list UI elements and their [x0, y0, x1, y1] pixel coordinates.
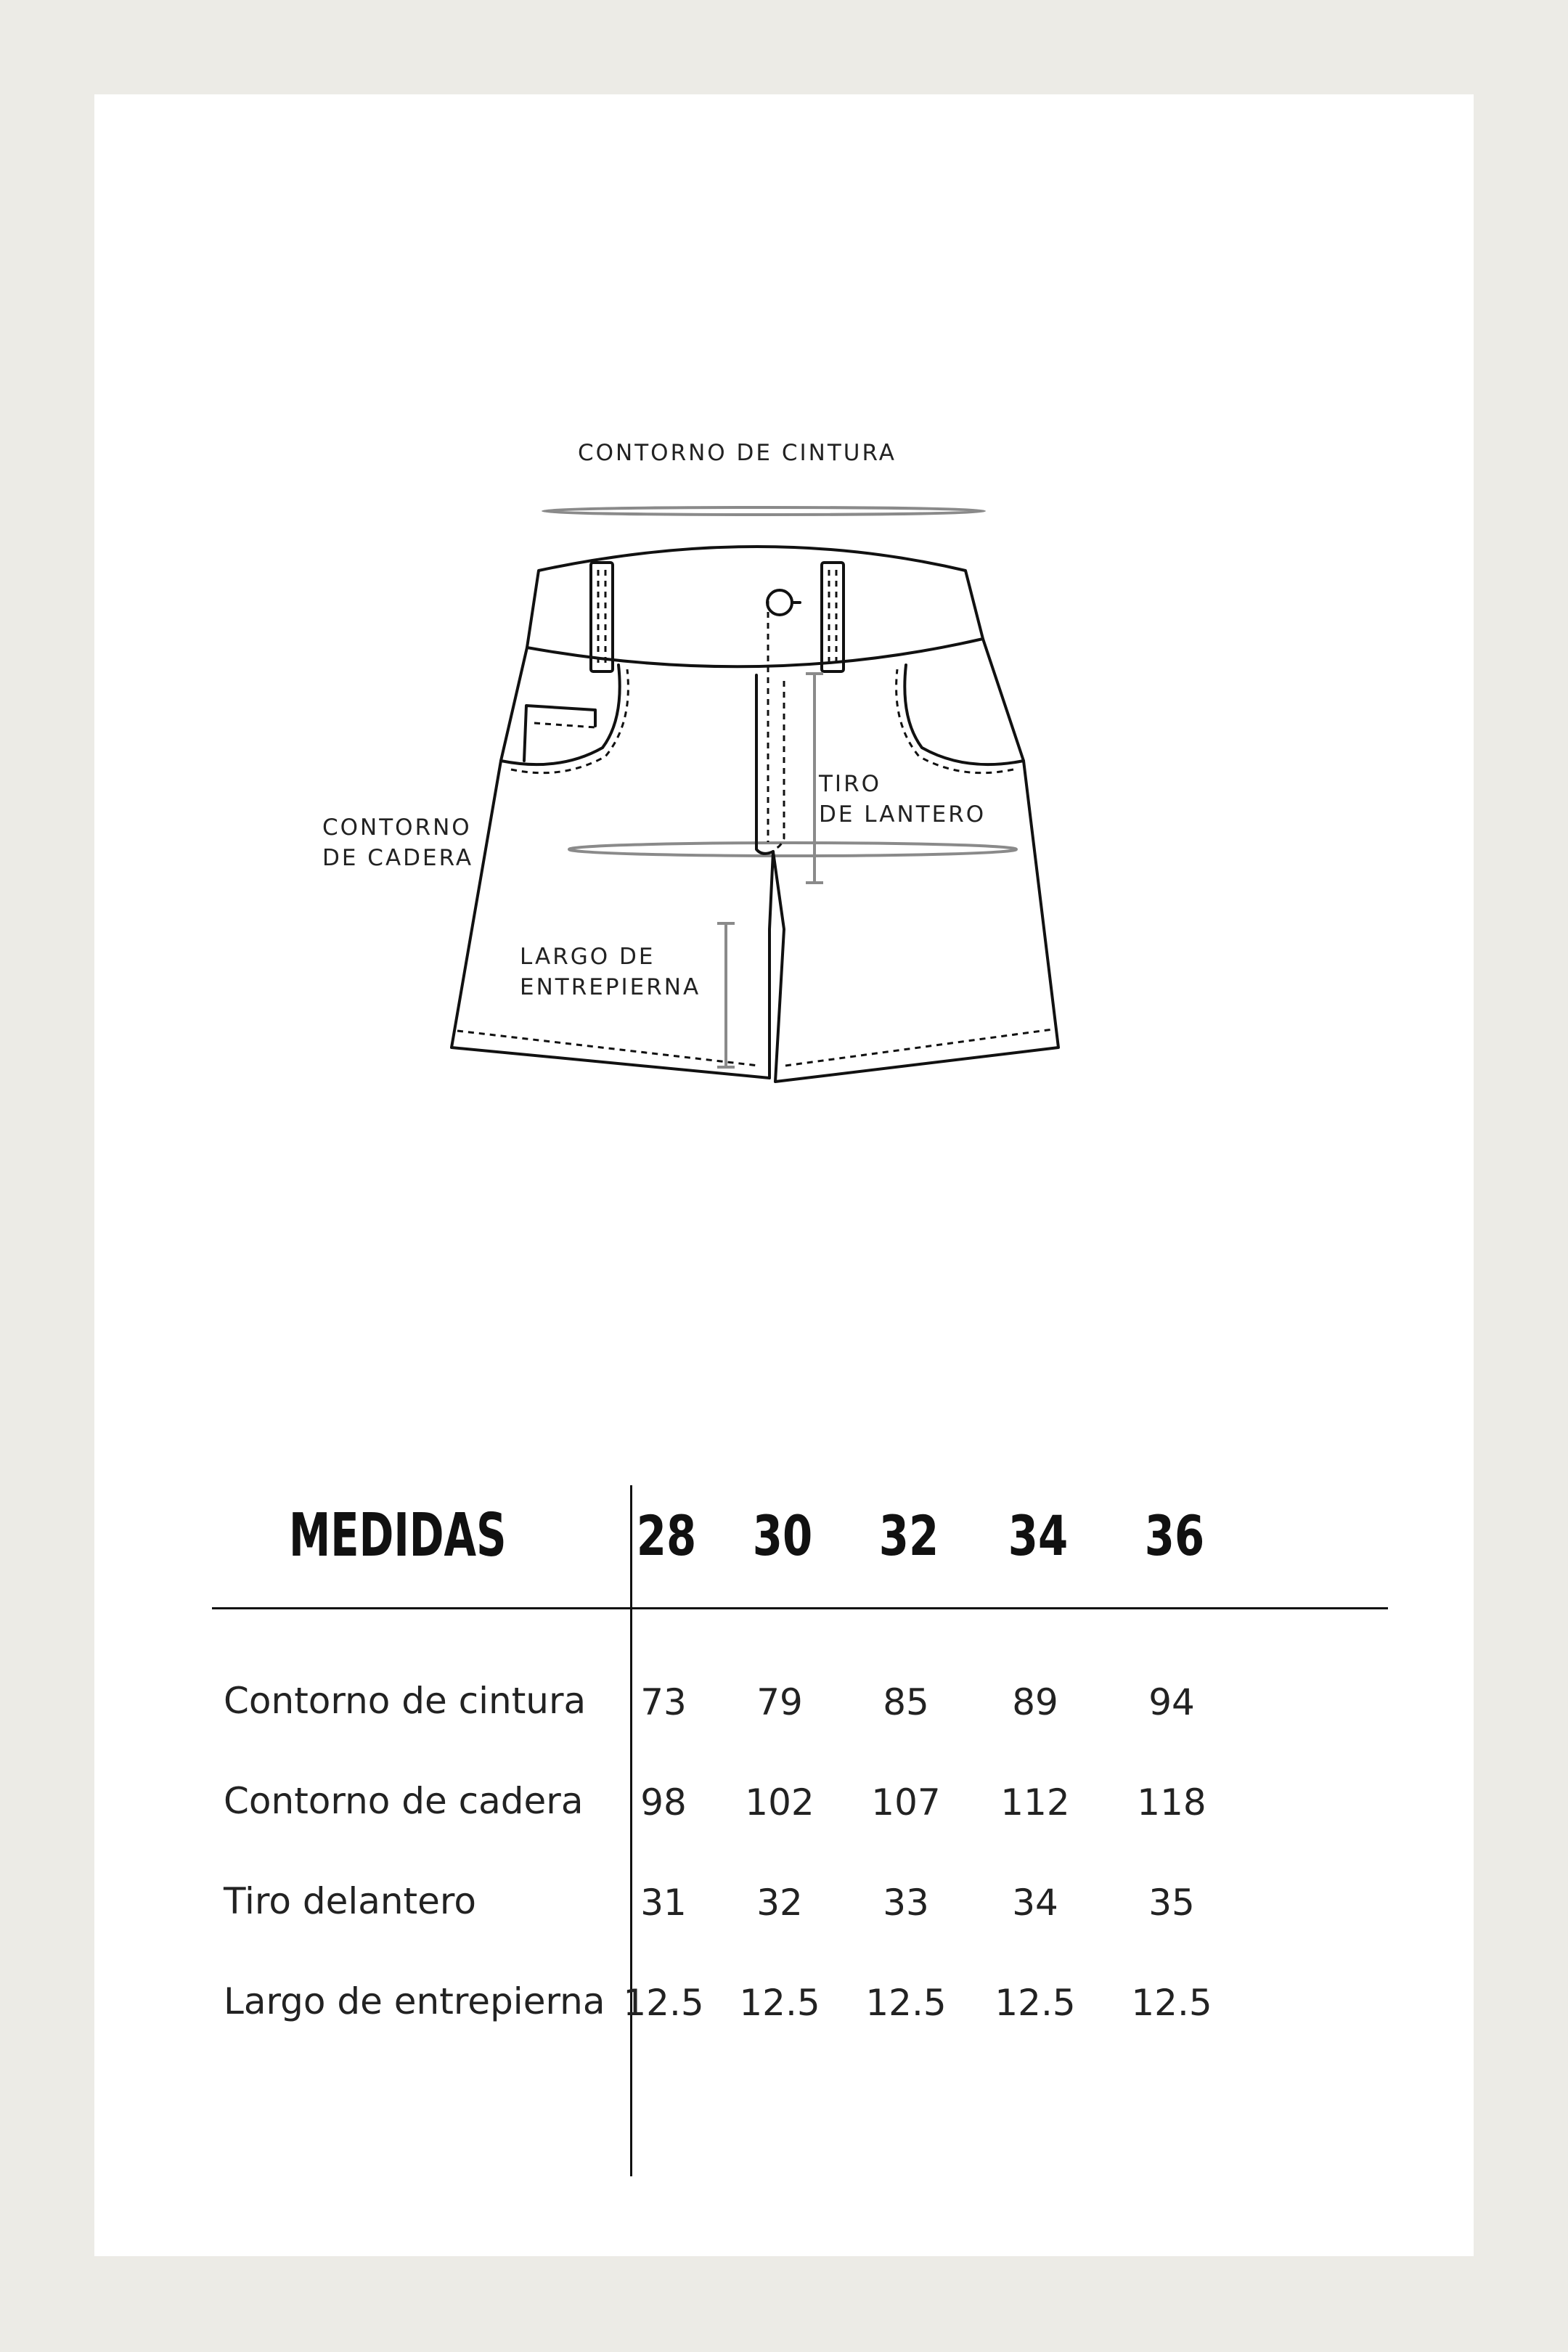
table-cell: 85 — [883, 1681, 929, 1723]
table-cell: 73 — [640, 1681, 687, 1723]
row-label-waist: Contorno de cintura — [224, 1680, 587, 1722]
column-divider — [630, 1485, 632, 2176]
button — [767, 590, 792, 615]
table-cell: 12.5 — [739, 1982, 820, 2024]
table-cell: 12.5 — [995, 1982, 1076, 2024]
fly-line — [756, 675, 773, 854]
waistband — [527, 547, 983, 666]
table-cell: 33 — [883, 1882, 929, 1924]
header-divider — [212, 1607, 1388, 1609]
table-cell: 34 — [1012, 1882, 1058, 1924]
belt-loop-right — [822, 563, 844, 671]
rise-label-line2: DE LANTERO — [819, 801, 987, 828]
inseam-measure-line — [717, 923, 735, 1067]
size-header-30: 30 — [752, 1503, 813, 1568]
table-cell: 35 — [1148, 1882, 1195, 1924]
table-cell: 12.5 — [623, 1982, 704, 2024]
table-cell: 107 — [871, 1781, 941, 1824]
rise-label-line1: TIRO — [819, 771, 882, 797]
size-guide-card — [94, 94, 1474, 2256]
size-header-32: 32 — [878, 1503, 939, 1568]
table-cell: 79 — [756, 1681, 803, 1723]
table-cell: 102 — [745, 1781, 814, 1824]
table-cell: 118 — [1137, 1781, 1206, 1824]
right-pocket — [905, 665, 1024, 764]
belt-loop-left — [591, 563, 613, 671]
row-label-hip: Contorno de cadera — [224, 1780, 584, 1822]
inseam-label-line1: LARGO DE — [520, 944, 656, 970]
hip-label-line1: CONTORNO — [322, 814, 472, 841]
table-cell: 89 — [1012, 1681, 1058, 1723]
hip-label-line2: DE CADERA — [322, 845, 474, 871]
table-title: MEDIDAS — [289, 1501, 507, 1570]
row-label-inseam: Largo de entrepierna — [224, 1980, 605, 2022]
shorts-diagram — [94, 94, 1474, 1183]
size-header-28: 28 — [636, 1503, 697, 1568]
table-cell: 12.5 — [865, 1982, 947, 2024]
size-header-36: 36 — [1144, 1503, 1205, 1568]
waist-label: CONTORNO DE CINTURA — [578, 440, 897, 466]
table-cell: 12.5 — [1131, 1982, 1212, 2024]
table-cell: 31 — [640, 1882, 687, 1924]
table-cell: 112 — [1000, 1781, 1070, 1824]
coin-pocket — [524, 706, 595, 761]
inseam-label-line2: ENTREPIERNA — [520, 974, 701, 1000]
table-cell: 32 — [756, 1882, 803, 1924]
size-header-34: 34 — [1008, 1503, 1069, 1568]
table-cell: 98 — [640, 1781, 687, 1824]
row-label-rise: Tiro delantero — [224, 1880, 476, 1922]
waist-measure-line — [543, 507, 984, 515]
table-cell: 94 — [1148, 1681, 1195, 1723]
hip-measure-line — [569, 843, 1016, 856]
